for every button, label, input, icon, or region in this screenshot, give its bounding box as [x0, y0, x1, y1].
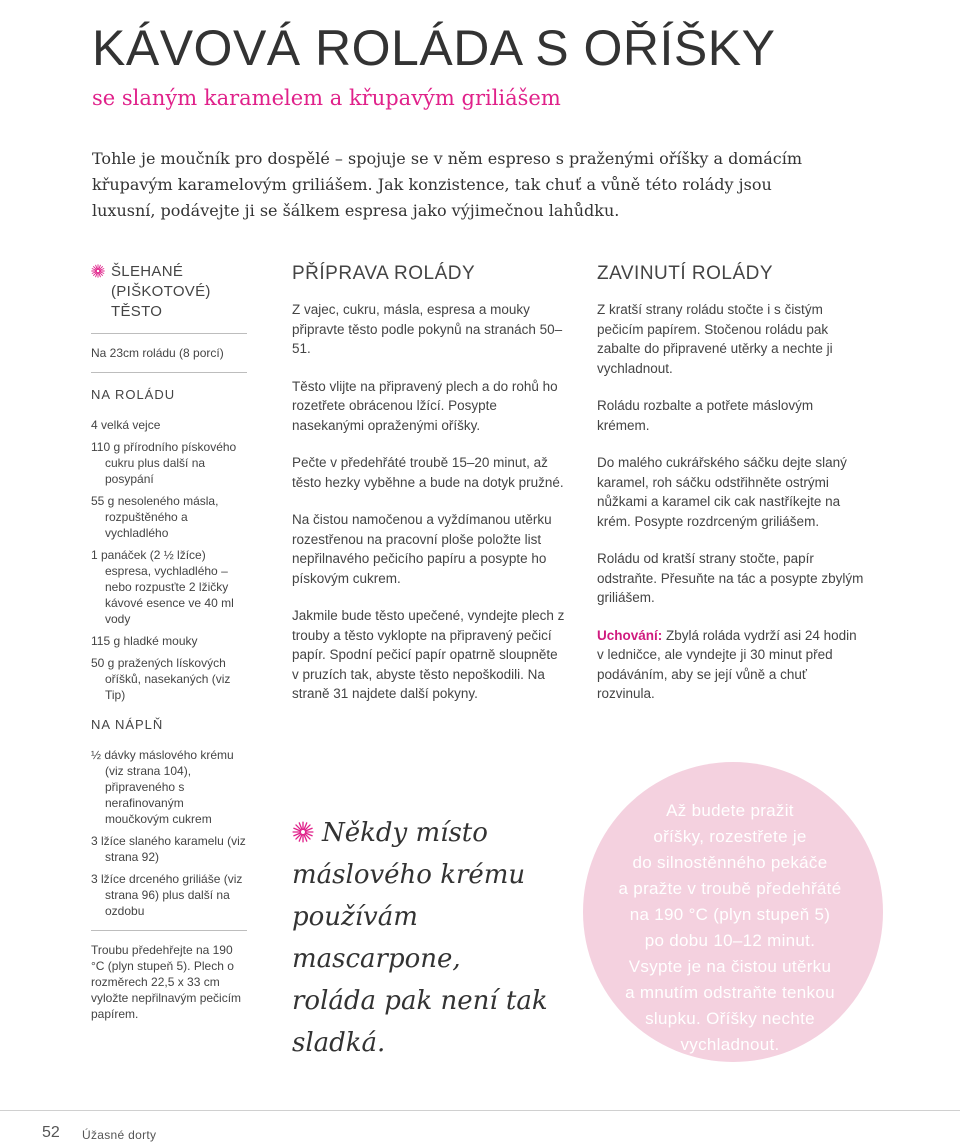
- tip-line: Vsypte je na čistou utěrku: [628, 957, 832, 976]
- handwritten-quote: [292, 812, 582, 1064]
- divider: [91, 333, 247, 334]
- quote-line: máslového krému: [292, 860, 526, 890]
- intro-line: Tohle je moučník pro dospělé – spojuje se v něm espreso s praženými oříšky a domácím: [92, 149, 802, 168]
- quote-line: sladká.: [292, 1028, 386, 1058]
- heading-line: (PIŠKOTOVÉ): [111, 283, 211, 300]
- divider: [91, 372, 247, 373]
- flower-icon: [292, 821, 314, 843]
- tip-line: oříšky, rozestřete je: [653, 827, 807, 846]
- book-title: Úžasné dorty: [82, 1128, 157, 1142]
- ingredients-column: [91, 262, 247, 1022]
- quote-line: roláda pak není tak: [292, 986, 548, 1016]
- preparation-column: [292, 262, 567, 722]
- preparation-step: Pečte v předehřáté troubě 15–20 minut, až těsto hezky vyběhne a bude na dotyk pružné.: [292, 455, 564, 490]
- preparation-step: Na čistou namočenou a vyždímanou utěrku rozestřenou na pracovní ploše položte list nepřilnavého pečicího papíru a posypte ho pískovým cukrem.: [292, 512, 552, 586]
- tip-line: slupku. Oříšky nechte: [645, 1009, 815, 1028]
- tip-line: do silnostěnného pekáče: [632, 853, 828, 872]
- preparation-step: Z vajec, cukru, másla, espresa a mouky připravte těsto podle pokynů na stranách 50–51.: [292, 302, 563, 356]
- quote-line: používám mascarpone,: [292, 902, 461, 974]
- rolling-step: Roládu rozbalte a potřete máslovým krémem.: [597, 398, 814, 433]
- rolling-heading: ZAVINUTÍ ROLÁDY: [597, 263, 774, 284]
- rolling-column: [597, 262, 867, 722]
- rolling-step: Do malého cukrářského sáčku dejte slaný karamel, roh sáčku odstřihněte ostrými nůžkami a karamel cik cak nastříkejte na krém. Posypte rozdrceným griliášem.: [597, 455, 847, 529]
- tip-line: a mnutím odstraňte tenkou: [625, 983, 835, 1002]
- ingredients-heading: [91, 262, 247, 322]
- ingredient-item: ½ dávky máslového krému (viz strana 104), připraveného s nerafinovaným moučkovým cukrem: [91, 748, 234, 826]
- preparation-step: Jakmile bude těsto upečené, vyndejte plech z trouby a těsto vyklopte na připravený pečicí papír. Spodní pečicí papír opatrně sloupněte v pruzích tak, abyste těsto nepoškodili. Na straně 31 najdete další pokyny.: [292, 608, 565, 701]
- storage-label: Uchování:: [597, 627, 663, 643]
- section-heading-roll: NA ROLÁDU: [91, 387, 176, 402]
- page-number: 52: [42, 1124, 60, 1141]
- ingredient-item: 55 g nesoleného másla, rozpuštěného a vychladlého: [91, 494, 219, 540]
- preparation-heading: PŘÍPRAVA ROLÁDY: [292, 263, 476, 284]
- portion-text: Na 23cm roládu (8 porcí): [91, 346, 224, 360]
- intro-line: luxusní, podávejte ji se šálkem espresa jako výjimečnou lahůdku.: [92, 201, 620, 220]
- ingredient-item: 3 lžíce slaného karamelu (viz strana 92): [91, 834, 246, 864]
- ingredient-item: 3 lžíce drceného griliáše (viz strana 96) plus další na ozdobu: [91, 872, 243, 918]
- ingredient-item: 50 g pražených lískových oříšků, nasekaných (viz Tip): [91, 656, 231, 702]
- ingredient-item: 4 velká vejce: [91, 418, 161, 432]
- preparation-step: Těsto vlijte na připravený plech a do rohů ho rozetřete obrácenou lžící. Posypte nasekanými opraženými oříšky.: [292, 378, 558, 433]
- oven-note: Troubu předehřejte na 190 °C (plyn stupeň 5). Plech o rozměrech 22,5 x 33 cm vyložte nepřilnavým pečicím papírem.: [91, 943, 242, 1021]
- tip-line: a pražte v troubě předehřáté: [618, 879, 842, 898]
- page-title: KÁVOVÁ ROLÁDA S OŘÍŠKY: [92, 20, 776, 76]
- storage-text: Zbylá roláda vydrží asi 24 hodin v ledničce, ale vyndejte ji 30 minut před podáváním, aby se její vůně a chuť rozvinula.: [597, 627, 857, 701]
- storage-note: [597, 626, 867, 704]
- tip-line: na 190 °C (plyn stupeň 5): [629, 905, 831, 924]
- tip-line: po dobu 10–12 minut.: [644, 931, 816, 950]
- divider: [91, 930, 247, 931]
- section-heading-filling: NA NÁPLŇ: [91, 717, 164, 732]
- flower-icon: [91, 264, 105, 278]
- intro-text: [92, 146, 892, 224]
- tip-line: vychladnout.: [680, 1035, 780, 1054]
- ingredient-item: 1 panáček (2 ½ lžíce) espresa, vychladlého – nebo rozpusťte 2 lžičky kávové esence ve 40 ml vody: [91, 548, 234, 626]
- ingredient-item: 115 g hladké mouky: [91, 634, 198, 648]
- quote-line: [292, 812, 582, 854]
- page-subtitle: se slaným karamelem a křupavým griliášem: [92, 86, 561, 110]
- heading-line: TĚSTO: [111, 303, 163, 320]
- quote-text: Někdy místo: [322, 818, 488, 848]
- heading-line: ŠLEHANÉ: [111, 263, 184, 280]
- intro-line: křupavým karamelovým griliášem. Jak konzistence, tak chuť a vůně této rolády jsou: [92, 175, 772, 194]
- footer-divider: [0, 1110, 960, 1111]
- tip-text: [585, 798, 875, 1058]
- ingredient-item: 110 g přírodního pískového cukru plus další na posypání: [91, 440, 237, 486]
- tip-line: Až budete pražit: [666, 801, 794, 820]
- rolling-step: Roládu od kratší strany stočte, papír odstraňte. Přesuňte na tác a posypte zbylým griliášem.: [597, 551, 864, 605]
- rolling-step: Z kratší strany roládu stočte i s čistým pečicím papírem. Stočenou roládu pak zabalte do připravené utěrky a nechte ji vychladnout.: [597, 302, 833, 376]
